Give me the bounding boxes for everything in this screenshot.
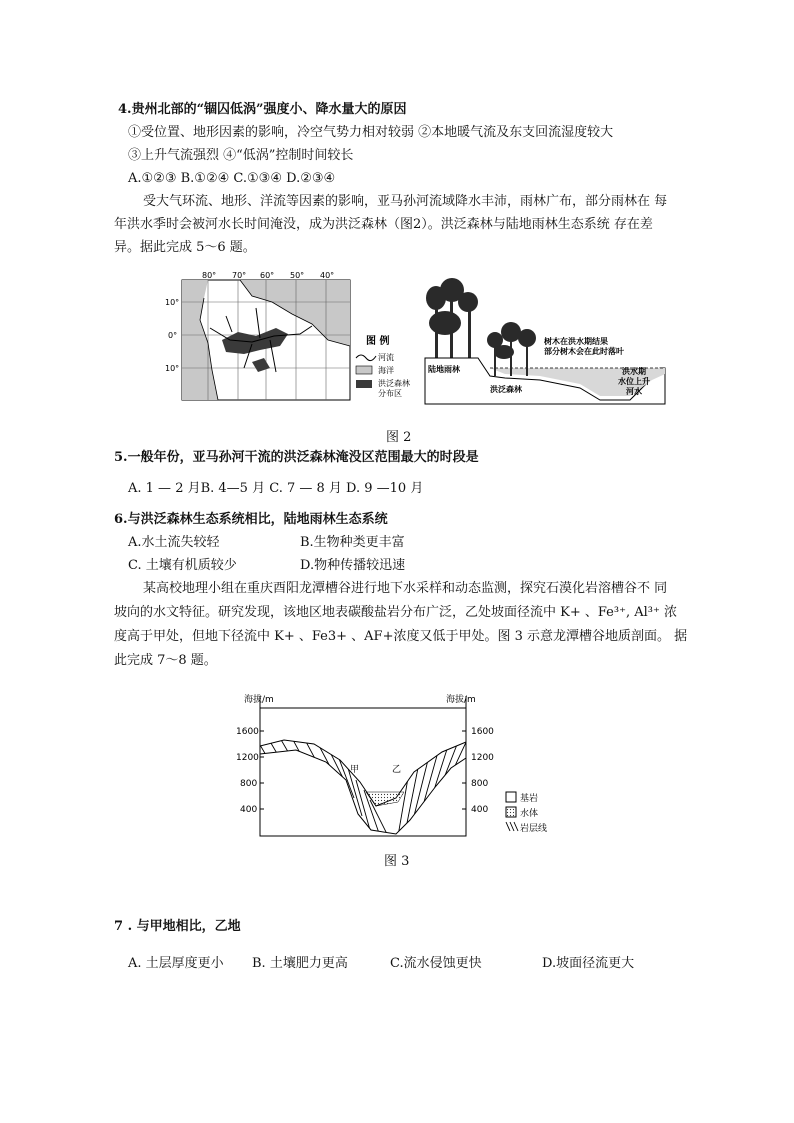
strata-legend-icon <box>506 822 518 831</box>
lon-label: 40° <box>320 271 335 280</box>
lon-label: 70° <box>232 271 247 280</box>
lon-label: 50° <box>290 271 305 280</box>
passage2-line4: 此完成 7～8 题。 <box>114 653 217 668</box>
water-legend-swatch <box>506 807 516 817</box>
q6-option-c: C. 土壤有机质较少 <box>128 558 237 573</box>
axis-title-left: 海拔/m <box>244 695 274 705</box>
tick-left: 400 <box>240 805 258 815</box>
passage1-line1: 受大气环流、地形、洋流等因素的影响，亚马孙河流域降水丰沛，雨林广布，部分雨林在 每 <box>143 194 668 209</box>
tick-left: 800 <box>240 779 258 789</box>
lat-label: 10° <box>165 298 180 307</box>
lon-label: 80° <box>202 271 217 280</box>
tick-right: 400 <box>471 805 489 815</box>
q4-stem: 4.贵州北部的“锢囚低涡”强度小、降水量大的原因 <box>118 102 407 117</box>
q5-stem: 5.一般年份，亚马孙河干流的洪泛森林淹没区范围最大的时段是 <box>114 450 479 465</box>
figure-2 <box>160 268 700 406</box>
bedrock-legend-swatch <box>506 792 516 802</box>
figure-2-caption: 图 2 <box>386 430 412 445</box>
q7-option-c: C.流水侵蚀更快 <box>390 956 482 971</box>
tick-left: 1600 <box>236 727 259 737</box>
figure-3-caption: 图 3 <box>384 854 410 869</box>
q6-option-a: A.水土流失较轻 <box>128 535 220 550</box>
q6-option-d: D.物种传播较迅速 <box>300 558 406 573</box>
q4-items-b: ③上升气流强烈 ④“低涡”控制时间较长 <box>128 148 354 163</box>
rainforest-trees <box>426 278 478 358</box>
tick-right: 1200 <box>471 753 494 763</box>
note-fruit: 树木在洪水期结果 <box>544 337 608 346</box>
legend-ocean: 海洋 <box>378 366 394 375</box>
passage2-line1: 某高校地理小组在重庆酉阳龙潭槽谷进行地下水采样和动态监测，探究石漠化岩溶槽谷不 同 <box>143 581 668 596</box>
ocean-legend-swatch <box>356 366 372 374</box>
legend-forest-2: 分布区 <box>378 389 402 398</box>
note-leaves: 部分树木会在此时落叶 <box>544 347 624 356</box>
tick-right: 800 <box>471 779 489 789</box>
label-water-rise: 水位上升 <box>618 377 650 386</box>
passage2-line3: 度高于甲处，但地下径流中 K+ 、Fe3+ 、AF+浓度又低于甲处。图 3 示意龙潭槽谷地质剖面。 据 <box>114 629 688 644</box>
label-flood-season: 洪水期 <box>622 367 646 376</box>
passage1-line2: 年洪水季时会被河水长时间淹没，成为洪泛森林（图2）。洪泛森林与陆地雨林生态系统 存在差 <box>114 217 653 232</box>
legend-forest-1: 洪泛森林 <box>378 379 410 388</box>
tick-left: 1200 <box>236 753 259 763</box>
figure-3 <box>236 688 566 840</box>
q6-option-b: B.生物种类更丰富 <box>300 535 405 550</box>
forest-legend-swatch <box>356 380 372 388</box>
q5-options: A. 1 — 2 月B. 4—5 月 C. 7 — 8 月 D. 9 —10 月 <box>128 481 424 496</box>
label-yi: 乙 <box>392 765 402 775</box>
passage2-line2: 坡向的水文特征。研究发现，该地区地表碳酸盐岩分布广泛，乙处坡面径流中 K+ 、Fe³⁺, Al³⁺ 浓 <box>114 605 677 620</box>
label-river-water: 河水 <box>626 387 642 396</box>
q7-option-a: A. 土层厚度更小 <box>128 956 224 971</box>
lon-label: 60° <box>260 271 275 280</box>
label-jia: 甲 <box>350 765 360 775</box>
tick-right: 1600 <box>471 727 494 737</box>
q4-options: A.①②③ B.①②④ C.①③④ D.②③④ <box>128 171 336 186</box>
passage1-line3: 异。据此完成 5～6 题。 <box>114 240 256 255</box>
river-legend-icon <box>356 355 376 361</box>
lat-label: 10° <box>165 364 180 373</box>
lat-label: 0° <box>168 331 178 340</box>
amazon-map <box>182 280 350 400</box>
q7-option-d: D.坡面径流更大 <box>542 956 635 971</box>
q7-option-b: B. 土壤肥力更高 <box>252 956 348 971</box>
label-land-rainforest: 陆地雨林 <box>428 365 460 374</box>
axis-title-right: 海拔/m <box>446 695 476 705</box>
label-flood-forest: 洪泛森林 <box>490 385 522 394</box>
legend-river: 河流 <box>378 353 394 362</box>
legend-strata: 岩层线 <box>520 824 548 834</box>
legend-title: 图 例 <box>366 336 390 347</box>
flood-trees <box>487 322 536 376</box>
fig3-legend <box>506 792 547 834</box>
legend-water: 水体 <box>520 809 539 819</box>
legend-bedrock: 基岩 <box>520 794 539 804</box>
flood-forest-diagram <box>425 278 665 404</box>
q6-stem: 6.与洪泛森林生态系统相比，陆地雨林生态系统 <box>114 512 388 527</box>
q7-stem: 7 . 与甲地相比，乙地 <box>114 919 241 934</box>
map-legend <box>356 334 410 398</box>
q4-items-a: ①受位置、地形因素的影响，冷空气势力相对较弱 ②本地暖气流及东支回流湿度较大 <box>128 125 614 140</box>
